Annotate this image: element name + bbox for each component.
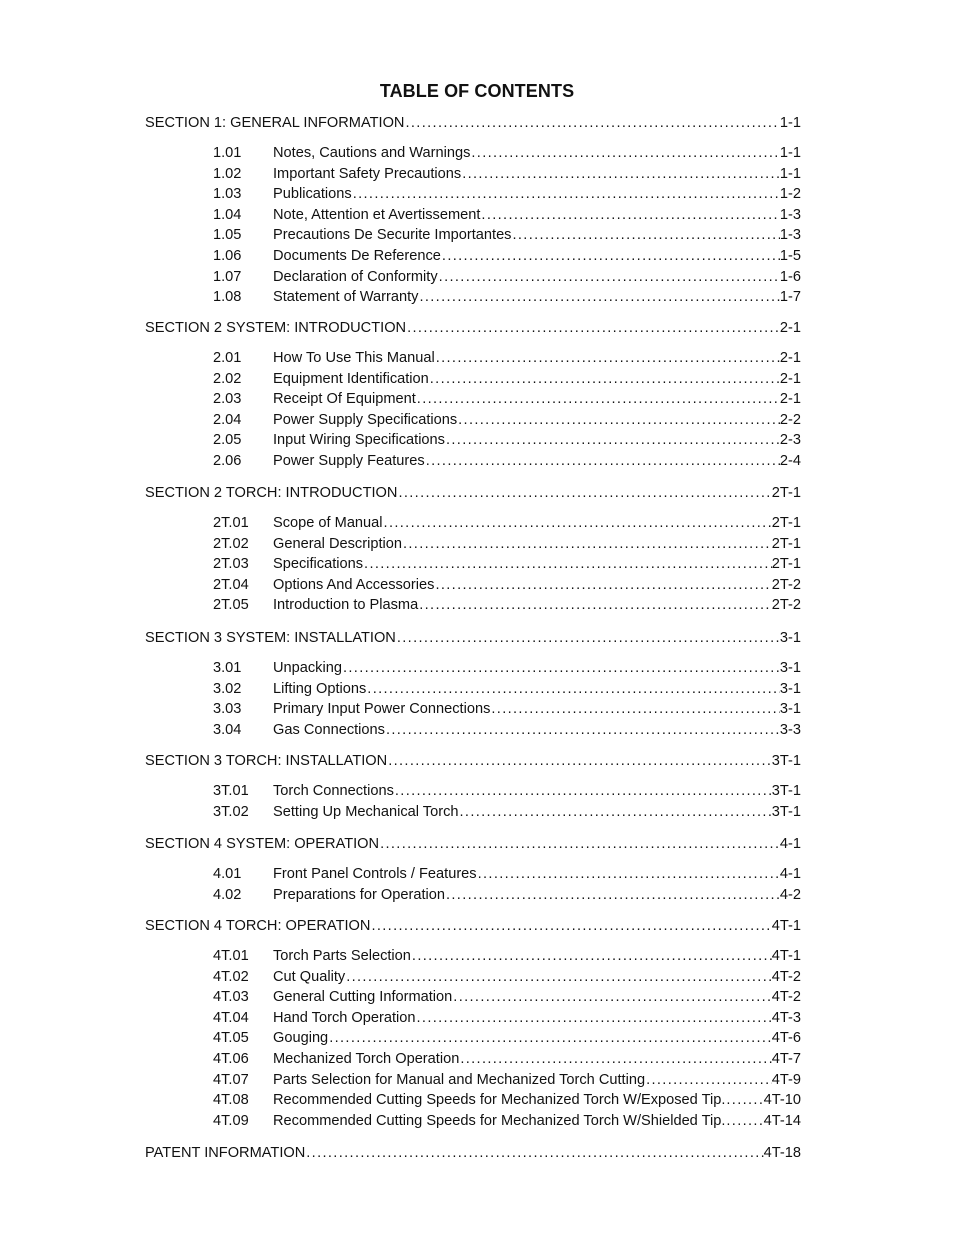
page-number: 2T-1 [771,515,801,531]
dot-leader [370,916,771,936]
dot-leader [396,628,780,648]
page-number: 3T-1 [771,753,801,769]
subsection-title: Receipt Of Equipment [273,391,416,407]
dot-leader [397,483,771,503]
subsection-title: Mechanized Torch Operation [273,1051,460,1067]
toc-subsection-entry[interactable] [213,164,801,184]
subsection-title: Power Supply Specifications [273,412,458,428]
subsection-title: General Cutting Information [273,989,453,1005]
toc-subsection-entry[interactable] [213,451,801,471]
dot-leader [328,1028,772,1048]
subsection-title: Notes, Cautions and Warnings [273,145,471,161]
toc-subsection-entry[interactable] [213,987,801,1007]
toc-subsection-entry[interactable] [213,595,801,615]
toc-section-entry[interactable] [145,628,801,648]
dot-leader [425,451,780,471]
subsection-number: 2T.04 [213,577,249,593]
subsection-number: 1.07 [213,269,242,285]
subsection-title: Scope of Manual [273,515,383,531]
subsection-number: 4.01 [213,866,242,882]
page-number: 2T-1 [771,485,801,501]
section-title: SECTION 4 TORCH: OPERATION [145,918,371,934]
dot-leader [418,287,779,307]
toc-section-entry[interactable] [145,1143,801,1163]
subsection-title: Front Panel Controls / Features [273,866,477,882]
page-number: 3-3 [779,722,801,738]
subsection-number: 3.01 [213,660,242,676]
page-number: 4-1 [779,836,801,852]
subsection-number: 4T.06 [213,1051,249,1067]
dot-leader [445,885,780,905]
section-title: SECTION 2 TORCH: INTRODUCTION [145,485,398,501]
subsection-number: 1.08 [213,289,242,305]
toc-subsection-entry[interactable] [213,1070,801,1090]
subsection-number: 4T.03 [213,989,249,1005]
subsection-number: 1.02 [213,166,242,182]
subsection-title: Cut Quality [273,969,346,985]
page-number: 1-1 [779,166,801,182]
toc-subsection-entry[interactable] [213,430,801,450]
dot-leader [480,205,780,225]
page-number: 4T-2 [771,969,801,985]
page-number: 1-1 [779,115,801,131]
page-number: 4T-7 [771,1051,801,1067]
page-number: 4T-2 [771,989,801,1005]
subsection-number: 2.01 [213,350,242,366]
dot-leader [404,113,779,133]
dot-leader [725,1090,763,1110]
dot-leader [406,318,780,338]
dot-leader [645,1070,772,1090]
page-number: 3-1 [779,681,801,697]
page-number: 2T-1 [771,536,801,552]
subsection-number: 2.05 [213,432,242,448]
dot-leader [434,575,771,595]
toc-subsection-entry[interactable] [213,225,801,245]
toc-section-entry[interactable] [145,834,801,854]
toc-subsection-entry[interactable] [213,679,801,699]
page-number: 2-1 [779,350,801,366]
toc-subsection-entry[interactable] [213,554,801,574]
dot-leader [511,225,779,245]
toc-section-entry[interactable] [145,751,801,771]
subsection-title: Options And Accessories [273,577,435,593]
page-number: 2T-2 [771,577,801,593]
page-number: 4-2 [779,887,801,903]
subsection-title: Introduction to Plasma [273,597,419,613]
subsection-number: 4T.02 [213,969,249,985]
toc-section-entry[interactable] [145,916,801,936]
toc-subsection-entry[interactable] [213,267,801,287]
page-number: 4T-6 [771,1030,801,1046]
page-number: 4T-3 [771,1010,801,1026]
toc-subsection-entry[interactable] [213,864,801,884]
section-title: SECTION 3 TORCH: INSTALLATION [145,753,388,769]
page-number: 4-1 [779,866,801,882]
subsection-title: Setting Up Mechanical Torch [273,804,459,820]
subsection-number: 4T.04 [213,1010,249,1026]
dot-leader [416,1008,772,1028]
subsection-title: Parts Selection for Manual and Mechanized Torch Cutting [273,1072,646,1088]
toc-subsection-entry[interactable] [213,802,801,822]
subsection-title: Precautions De Securite Importantes [273,227,512,243]
page-number: 2-1 [779,371,801,387]
page-number: 1-5 [779,248,801,264]
subsection-number: 2T.03 [213,556,249,572]
section-title: SECTION 2 SYSTEM: INTRODUCTION [145,320,407,336]
toc-subsection-entry[interactable] [213,410,801,430]
toc-subsection-entry[interactable] [213,1008,801,1028]
subsection-title: Equipment Identification [273,371,429,387]
dot-leader [461,164,780,184]
subsection-title: Power Supply Features [273,453,425,469]
subsection-title: Note, Attention et Avertissement [273,207,481,223]
subsection-title: Input Wiring Specifications [273,432,445,448]
subsection-title: Specifications [273,556,364,572]
dot-leader [379,834,780,854]
toc-subsection-entry[interactable] [213,534,801,554]
toc-subsection-entry[interactable] [213,1111,801,1131]
dot-leader [445,430,780,450]
subsection-title: Publications [273,186,352,202]
toc-subsection-entry[interactable] [213,575,801,595]
page-number: 3-1 [779,660,801,676]
subsection-number: 1.05 [213,227,242,243]
subsection-title: Preparations for Operation [273,887,445,903]
toc-subsection-entry[interactable] [213,1049,801,1069]
page-number: 1-7 [779,289,801,305]
toc-subsection-entry[interactable] [213,1090,801,1110]
section-title: SECTION 1: GENERAL INFORMATION [145,115,405,131]
dot-leader [418,595,772,615]
subsection-number: 1.01 [213,145,242,161]
dot-leader [452,987,772,1007]
subsection-title: Recommended Cutting Speeds for Mechanized Torch W/Shielded Tip. [273,1113,726,1129]
toc-subsection-entry[interactable] [213,389,801,409]
dot-leader [435,348,780,368]
subsection-title: Gas Connections [273,722,385,738]
page-number: 4T-9 [771,1072,801,1088]
toc-subsection-entry[interactable] [213,885,801,905]
toc-section-entry[interactable] [145,113,801,133]
subsection-number: 4T.08 [213,1092,249,1108]
subsection-title: Documents De Reference [273,248,441,264]
subsection-number: 2T.02 [213,536,249,552]
toc-subsection-entry[interactable] [213,699,801,719]
subsection-title: Torch Connections [273,783,394,799]
page-number: 4T-1 [771,948,801,964]
subsection-number: 4T.05 [213,1030,249,1046]
subsection-title: Important Safety Precautions [273,166,462,182]
page-number: 2-1 [779,391,801,407]
subsection-number: 4.02 [213,887,242,903]
dot-leader [459,1049,771,1069]
toc-section-entry[interactable] [145,483,801,503]
subsection-number: 3T.02 [213,804,249,820]
page-number: 1-3 [779,227,801,243]
subsection-title: Gouging [273,1030,329,1046]
page-number: 4T-1 [771,918,801,934]
page-number: 4T-18 [763,1145,801,1161]
dot-leader [416,389,780,409]
subsection-title: Statement of Warranty [273,289,419,305]
subsection-number: 4T.01 [213,948,249,964]
subsection-title: How To Use This Manual [273,350,435,366]
subsection-title: Declaration of Conformity [273,269,438,285]
page-number: 2-2 [779,412,801,428]
subsection-number: 3.04 [213,722,242,738]
page-number: 2-3 [779,432,801,448]
subsection-title: Lifting Options [273,681,367,697]
dot-leader [411,946,772,966]
subsection-number: 2.06 [213,453,242,469]
page-number: 1-3 [779,207,801,223]
dot-leader [385,720,780,740]
section-title: PATENT INFORMATION [145,1145,306,1161]
subsection-title: Recommended Cutting Speeds for Mechanized Torch W/Exposed Tip. [273,1092,726,1108]
toc-subsection-entry[interactable] [213,184,801,204]
dot-leader [438,267,780,287]
toc-subsection-entry[interactable] [213,287,801,307]
dot-leader [345,967,772,987]
subsection-title: Hand Torch Operation [273,1010,416,1026]
page-number: 2-4 [779,453,801,469]
dot-leader [459,802,772,822]
toc-subsection-entry[interactable] [213,369,801,389]
dot-leader [363,554,772,574]
page-number: 1-1 [779,145,801,161]
section-title: SECTION 3 SYSTEM: INSTALLATION [145,630,396,646]
dot-leader [477,864,780,884]
page-number: 4T-14 [763,1113,801,1129]
dot-leader [394,781,772,801]
toc-subsection-entry[interactable] [213,143,801,163]
dot-leader [366,679,780,699]
subsection-title: Primary Input Power Connections [273,701,491,717]
dot-leader [352,184,780,204]
subsection-number: 2.02 [213,371,242,387]
dot-leader [470,143,780,163]
toc-subsection-entry[interactable] [213,246,801,266]
subsection-number: 3.03 [213,701,242,717]
page-number: 4T-10 [763,1092,801,1108]
toc-subsection-entry[interactable] [213,205,801,225]
toc-subsection-entry[interactable] [213,1028,801,1048]
toc-subsection-entry[interactable] [213,967,801,987]
toc-subsection-entry[interactable] [213,513,801,533]
subsection-title: Unpacking [273,660,342,676]
page-number: 3T-1 [771,804,801,820]
page-number: 1-6 [779,269,801,285]
dot-leader [402,534,772,554]
dot-leader [490,699,780,719]
toc-subsection-entry[interactable] [213,658,801,678]
subsection-number: 1.03 [213,186,242,202]
page-number: 2T-2 [771,597,801,613]
subsection-number: 1.04 [213,207,242,223]
subsection-number: 3.02 [213,681,242,697]
page-number: 1-2 [779,186,801,202]
toc-subsection-entry[interactable] [213,348,801,368]
dot-leader [387,751,772,771]
subsection-title: General Description [273,536,402,552]
dot-leader [305,1143,763,1163]
dot-leader [429,369,780,389]
toc-subsection-entry[interactable] [213,781,801,801]
toc-subsection-entry[interactable] [213,720,801,740]
toc-section-entry[interactable] [145,318,801,338]
subsection-number: 2.03 [213,391,242,407]
page-number: 3T-1 [771,783,801,799]
dot-leader [383,513,772,533]
page-number: 3-1 [779,630,801,646]
dot-leader [725,1111,763,1131]
subsection-number: 2.04 [213,412,242,428]
page-number: 3-1 [779,701,801,717]
subsection-number: 3T.01 [213,783,249,799]
subsection-number: 1.06 [213,248,242,264]
page-number: 2-1 [779,320,801,336]
subsection-number: 4T.09 [213,1113,249,1129]
subsection-title: Torch Parts Selection [273,948,411,964]
subsection-number: 2T.01 [213,515,249,531]
subsection-number: 4T.07 [213,1072,249,1088]
section-title: SECTION 4 SYSTEM: OPERATION [145,836,380,852]
toc-subsection-entry[interactable] [213,946,801,966]
dot-leader [342,658,780,678]
page-title: TABLE OF CONTENTS [379,81,575,101]
page-number: 2T-1 [771,556,801,572]
subsection-number: 2T.05 [213,597,249,613]
dot-leader [457,410,780,430]
dot-leader [441,246,780,266]
